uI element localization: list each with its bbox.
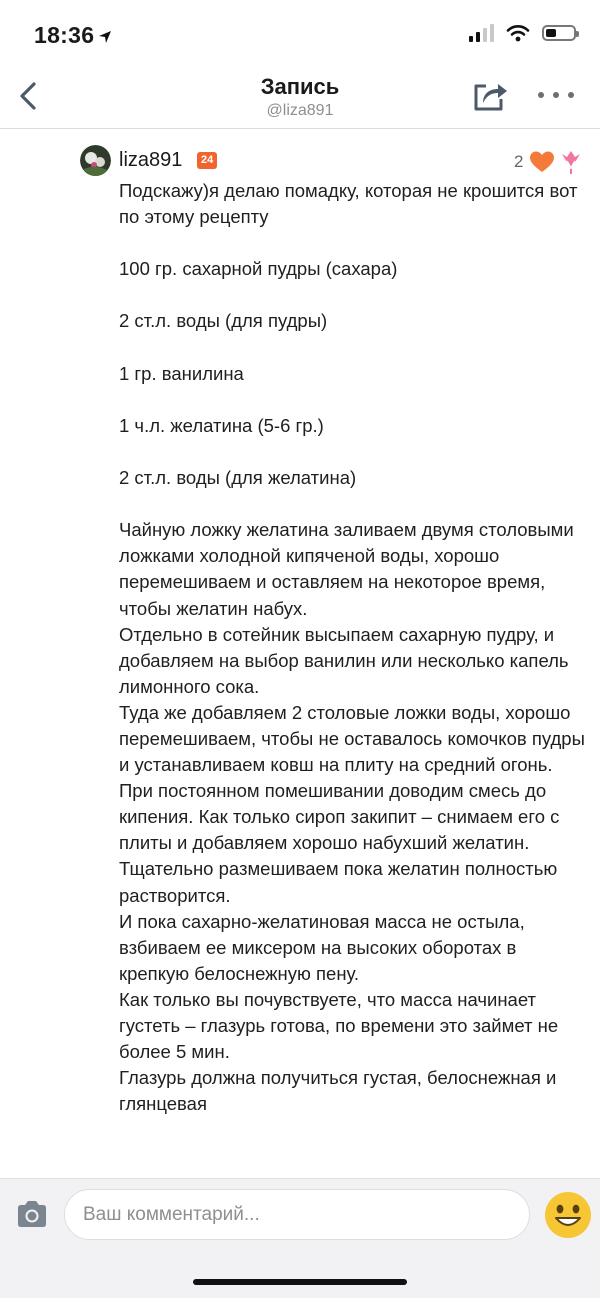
heart-icon[interactable] — [529, 150, 555, 174]
nav-header — [0, 70, 600, 129]
post-paragraph: При постоянном помешивании доводим смесь до кипения. Как только сироп закипит – снимаем его с плиты и добавляем хорошо набухший желатин. — [119, 780, 560, 854]
post-paragraph: 2 ст.л. воды (для пудры) — [119, 310, 328, 332]
post-paragraph: И пока сахарно-желатиновая масса не остыла, взбиваем ее миксером на высоких оборотах в крепкую белоснежную пену. — [119, 910, 525, 984]
post-paragraph: Подскажу)я делаю помадку, которая не крошится вот по этому рецепту — [119, 180, 578, 228]
clock: 18:36 — [34, 22, 95, 48]
post-paragraph: 1 ч.л. желатина (5-6 гр.) — [119, 414, 324, 436]
level-badge: 24 — [197, 152, 217, 169]
comment-input[interactable] — [64, 1189, 530, 1240]
post-paragraph: Тщательно размешиваем пока желатин полностью растворится. — [119, 858, 558, 906]
status-bar — [0, 0, 600, 70]
signal-icon — [469, 24, 494, 42]
blank-line — [119, 230, 591, 256]
emoji-icon[interactable] — [544, 1191, 592, 1239]
share-icon[interactable] — [470, 76, 510, 114]
avatar[interactable] — [80, 145, 111, 176]
wifi-icon — [506, 24, 530, 42]
likes-count: 2 — [514, 152, 524, 171]
post-paragraph: Глазурь должна получиться густая, белоснежная и глянцевая — [119, 1067, 557, 1115]
post-paragraph: Как только вы почувствуете, что масса начинает густеть – глазурь готова, по времени это займет не более 5 мин. — [119, 988, 559, 1063]
location-arrow-icon — [98, 30, 112, 44]
post-body — [119, 178, 591, 1117]
blank-line — [119, 439, 591, 465]
comment-bar — [0, 1178, 600, 1298]
author-name[interactable]: liza891 — [119, 149, 183, 171]
post-paragraph: 100 гр. сахарной пудры (сахара) — [119, 258, 398, 280]
status-indicators — [469, 24, 576, 42]
blank-line — [119, 387, 591, 413]
camera-icon[interactable] — [15, 1199, 49, 1229]
post-paragraph: Отдельно в сотейник высыпаем сахарную пудру, и добавляем на выбор ванилин или несколько капель лимонного сока. — [119, 623, 569, 697]
status-time — [34, 22, 112, 49]
blank-line — [119, 491, 591, 517]
blank-line — [119, 282, 591, 308]
battery-icon — [542, 25, 576, 41]
post-paragraph: 2 ст.л. воды (для желатина) — [119, 467, 357, 489]
post-paragraph: Туда же добавляем 2 столовые ложки воды, хорошо перемешиваем, чтобы не оставалось комочков пудры и устанавливаем ковш на плиту на средний огонь. — [119, 701, 585, 776]
home-indicator — [193, 1279, 407, 1285]
page-title: Запись — [260, 74, 340, 99]
page-subtitle: @liza891 — [266, 102, 334, 119]
more-icon[interactable] — [538, 83, 574, 107]
blank-line — [119, 335, 591, 361]
post-paragraph: Чайную ложку желатина заливаем двумя столовыми ложками холодной кипяченой воды, хорошо перемешиваем и оставляем на некоторое время, чтобы желатин набух. — [119, 519, 574, 619]
post-header — [80, 145, 585, 179]
post-paragraph: 1 гр. ванилина — [119, 362, 244, 384]
tulip-icon[interactable] — [559, 149, 583, 175]
